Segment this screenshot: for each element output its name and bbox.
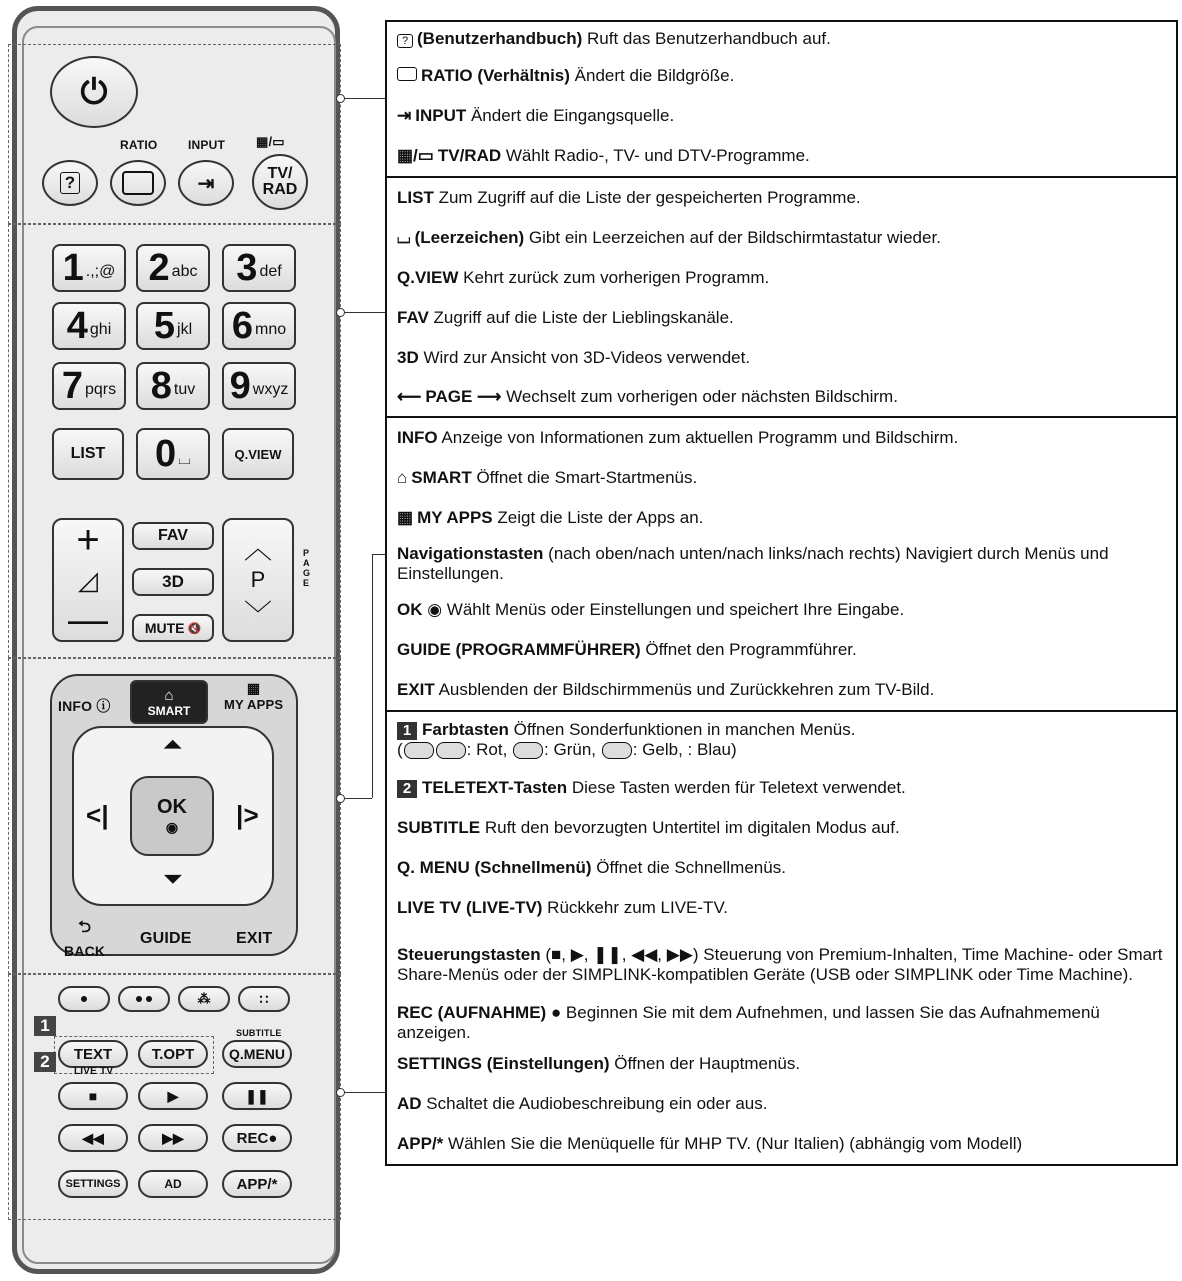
num-key-letters: ghi (89, 321, 112, 338)
num-key-8[interactable] (136, 362, 210, 410)
num-key-digit: 1 (62, 246, 84, 289)
badge-1: 1 (34, 1016, 56, 1036)
space-icon: ⌴ (178, 451, 191, 468)
leader-dot-1 (336, 94, 345, 103)
num-key-digit: 8 (150, 364, 172, 407)
num-key-letters: def (259, 263, 282, 280)
input-icon: ⇥ (197, 172, 215, 195)
description-row: APP/* Wählen Sie die Menüquelle für MHP TV. (Nur Italien) (abhängig vom Modell) (397, 1134, 1023, 1153)
num-key-digit: 5 (153, 304, 176, 347)
input-label: INPUT (188, 138, 225, 152)
dpad-left-icon[interactable]: <| (86, 800, 109, 830)
ok-icon: ◉ (165, 819, 179, 835)
green-button[interactable] (118, 986, 170, 1012)
num-key-2[interactable] (136, 244, 210, 292)
num-key-digit: 9 (229, 364, 251, 407)
home-icon: ⌂ (164, 686, 174, 704)
help-icon: ? (60, 172, 80, 194)
input-icon: ⇥ (397, 106, 412, 125)
badge-2-icon: 2 (397, 780, 417, 798)
color-key-icon (404, 742, 434, 759)
volume-icon: ◿ (78, 565, 98, 595)
dpad-right-icon[interactable]: |> (236, 800, 259, 830)
description-row: ▦/▭ TV/RAD Wählt Radio-, TV- und DTV-Programme. (397, 146, 810, 165)
badge-1-icon: 1 (397, 722, 417, 740)
description-row: LIST Zum Zugriff auf die Liste der gespeicherten Programme. (397, 188, 861, 207)
leader-vertical-3 (372, 554, 373, 798)
description-row: Steuerungstasten (■, ▶, ❚❚, ◀◀, ▶▶) Steuerung von Premium-Inhalten, Time Machine- oder Smart Share-Menüs oder der SIMPLINK-kompatiblen Geräte (USB oder SIMPLINK oder Time Machine). (397, 945, 1163, 984)
mute-button[interactable] (132, 614, 214, 642)
description-row: 3D Wird zur Ansicht von 3D-Videos verwendet. (397, 348, 751, 367)
space-icon: ⌴ (397, 228, 411, 247)
description-row: ⟵ PAGE ⟶ Wechselt zum vorherigen oder nächsten Bildschirm. (397, 387, 898, 406)
3d-button[interactable]: 3D (132, 568, 214, 596)
qview-button[interactable]: Q.VIEW (222, 428, 294, 480)
zero-button[interactable]: 0 ⌴ (136, 428, 210, 480)
guide-button[interactable]: GUIDE (140, 930, 192, 947)
description-row: ⌴ (Leerzeichen) Gibt ein Leerzeichen auf der Bildschirmtastatur wieder. (397, 228, 941, 247)
description-section-2 (387, 178, 1176, 418)
mute-icon: 🔇 (187, 622, 202, 635)
qmenu-button[interactable]: Q.MENU (222, 1040, 292, 1068)
leader-line-2 (342, 312, 385, 313)
description-row: AD Schaltet die Audiobeschreibung ein oder aus. (397, 1094, 768, 1113)
description-row: RATIO (Verhältnis) Ändert die Bildgröße. (387, 56, 1176, 96)
apps-icon: ▦ (246, 680, 261, 696)
num-key-5[interactable] (136, 302, 210, 350)
num-key-digit: 7 (61, 364, 83, 407)
dpad-up-icon[interactable]: ⏶ (164, 732, 182, 757)
num-key-letters: mno (255, 321, 287, 338)
tvrad-icon: ▦/▭ (397, 146, 434, 165)
ok-label: OK (157, 796, 187, 818)
leader-dot-3 (336, 794, 345, 803)
leader-line-1 (342, 98, 385, 99)
yellow-button[interactable]: ⁂ (178, 986, 230, 1012)
leader-dot-4 (336, 1088, 345, 1097)
color-key-icon (436, 742, 466, 759)
num-key-1[interactable] (52, 244, 126, 292)
exit-button[interactable]: EXIT (236, 930, 273, 947)
myapps-button[interactable]: ▦ MY APPS (224, 680, 284, 712)
rec-button[interactable]: REC ● (222, 1124, 292, 1152)
num-key-letters: wxyz (252, 381, 289, 398)
tvrad-icon: ▦/▭ (256, 134, 285, 149)
volume-rocker[interactable] (52, 518, 124, 642)
back-icon: ⮌ (78, 919, 92, 936)
description-row: Navigationstasten (nach oben/nach unten/nach links/nach rechts) Navigiert durch Menüs und Einstellungen. (397, 544, 1109, 583)
num-key-3[interactable] (222, 244, 296, 292)
volume-down-icon: — (68, 598, 108, 642)
color-key-icon (513, 742, 543, 759)
description-row: Q. MENU (Schnellmenü) Öffnet die Schnellmenüs. (397, 858, 786, 877)
leader-dot-2 (336, 308, 345, 317)
description-row: LIVE TV (LIVE-TV) Rückkehr zum LIVE-TV. (397, 898, 728, 917)
description-row: ? (Benutzerhandbuch) Ruft das Benutzerhandbuch auf. (387, 22, 1176, 56)
description-section-3 (387, 418, 1176, 712)
description-row: EXIT Ausblenden der Bildschirmmenüs und Zurückkehren zum TV-Bild. (397, 680, 935, 699)
num-key-letters: pqrs (85, 381, 117, 398)
description-row: ▦ MY APPS Zeigt die Liste der Apps an. (397, 508, 704, 527)
description-row: ⇥ INPUT Ändert die Eingangsquelle. (397, 106, 675, 125)
program-label: P (250, 567, 266, 592)
program-rocker[interactable] (222, 518, 294, 642)
num-key-digit: 3 (236, 246, 258, 289)
description-row: Q.VIEW Kehrt zurück zum vorherigen Programm. (397, 268, 770, 287)
info-button[interactable]: INFO ⓘ (58, 698, 111, 714)
power-button[interactable]: ⏻ (50, 56, 138, 128)
ratio-icon (122, 171, 154, 195)
color-keys-legend: ( : Rot, : Grün, : Gelb, : Blau) (397, 740, 737, 759)
description-row: 2 TELETEXT-Tasten Diese Tasten werden für Teletext verwendet. (387, 768, 1176, 808)
page-icon: ⟵ (397, 387, 422, 406)
description-row: GUIDE (PROGRAMMFÜHRER) Öffnet den Programmführer. (397, 640, 857, 659)
help-icon: ? (397, 34, 413, 48)
description-section-4 (387, 712, 1176, 1164)
ok-button[interactable] (130, 776, 214, 856)
num-key-letters: .,;@ (85, 263, 116, 280)
description-row: FAV Zugriff auf die Liste der Lieblingskanäle. (397, 308, 734, 327)
num-key-6[interactable] (222, 302, 296, 350)
leader-line-3 (342, 798, 372, 799)
description-row: REC (AUFNAHME) ● Beginnen Sie mit dem Aufnehmen, und lassen Sie das Aufnahmemenü anzeigen. (397, 1003, 1100, 1042)
back-button[interactable]: ⮌ BACK (64, 916, 105, 959)
num-key-letters: tuv (173, 381, 196, 398)
mute-label: MUTE (144, 620, 185, 636)
channel-up-icon: ︿ (243, 533, 272, 564)
ok-icon: ◉ (422, 600, 443, 619)
pause-button[interactable]: ❚❚ (222, 1082, 292, 1110)
num-key-letters: abc (171, 263, 198, 280)
channel-down-icon: ﹀ (243, 599, 272, 630)
rewind-button[interactable]: ◀◀ (58, 1124, 128, 1152)
description-row: SETTINGS (Einstellungen) Öffnen der Hauptmenüs. (397, 1054, 801, 1073)
description-table (385, 20, 1178, 1166)
subtitle-label: SUBTITLE (236, 1028, 282, 1038)
description-row: SUBTITLE Ruft den bevorzugten Untertitel im digitalen Modus auf. (397, 818, 900, 837)
list-button[interactable]: LIST (52, 428, 124, 480)
blue-button[interactable]: ∷ (238, 986, 290, 1012)
smart-label: SMART (147, 703, 191, 718)
ratio-icon (397, 67, 417, 81)
red-button[interactable] (58, 986, 110, 1012)
description-row: ⌂ SMART Öffnet die Smart-Startmenüs. (397, 468, 698, 487)
page-vertical-label: PAGE (303, 548, 311, 588)
color-key-icon (602, 742, 632, 759)
input-button[interactable] (178, 160, 234, 206)
forward-button[interactable]: ▶▶ (138, 1124, 208, 1152)
leader-line-4 (342, 1092, 385, 1093)
smart-button[interactable] (130, 680, 208, 724)
tvrad-button[interactable]: TV/ RAD (252, 154, 308, 210)
help-button[interactable] (42, 160, 98, 206)
stop-button[interactable]: ■ (58, 1082, 128, 1110)
home-icon: ⌂ (397, 468, 408, 487)
badge-2: 2 (34, 1052, 56, 1072)
num-key-4[interactable] (52, 302, 126, 350)
app-button[interactable]: APP/* (222, 1170, 292, 1198)
fav-button[interactable]: FAV (132, 522, 214, 550)
apps-icon: ▦ (397, 508, 414, 527)
ratio-label: RATIO (120, 138, 158, 152)
num-key-letters: jkl (177, 321, 193, 338)
topt-button[interactable]: T.OPT (138, 1040, 208, 1068)
num-key-7[interactable] (52, 362, 126, 410)
num-key-digit: 4 (66, 304, 88, 347)
description-row: 1 Farbtasten Öffnen Sonderfunktionen in manchen Menüs. ( : Rot, : Grün, : Gelb, : Blau) (397, 720, 856, 759)
description-row: OK ◉ Wählt Menüs oder Einstellungen und speichert Ihre Eingabe. (397, 600, 905, 619)
ratio-button[interactable] (110, 160, 166, 206)
volume-up-icon: + (76, 518, 100, 562)
text-button[interactable]: TEXT (58, 1040, 128, 1068)
play-button[interactable]: ▶ (138, 1082, 208, 1110)
num-key-9[interactable] (222, 362, 296, 410)
description-row: INFO Anzeige von Informationen zum aktuellen Programm und Bildschirm. (397, 428, 959, 447)
dpad-down-icon[interactable]: ⏷ (164, 866, 182, 891)
settings-button[interactable]: SETTINGS (58, 1170, 128, 1198)
num-key-digit: 2 (148, 246, 170, 289)
leader-line-3b (372, 554, 385, 555)
description-section-1 (387, 22, 1176, 178)
num-key-digit: 6 (231, 304, 253, 347)
ad-button[interactable]: AD (138, 1170, 208, 1198)
livetv-label: LIVE TV (74, 1066, 114, 1077)
